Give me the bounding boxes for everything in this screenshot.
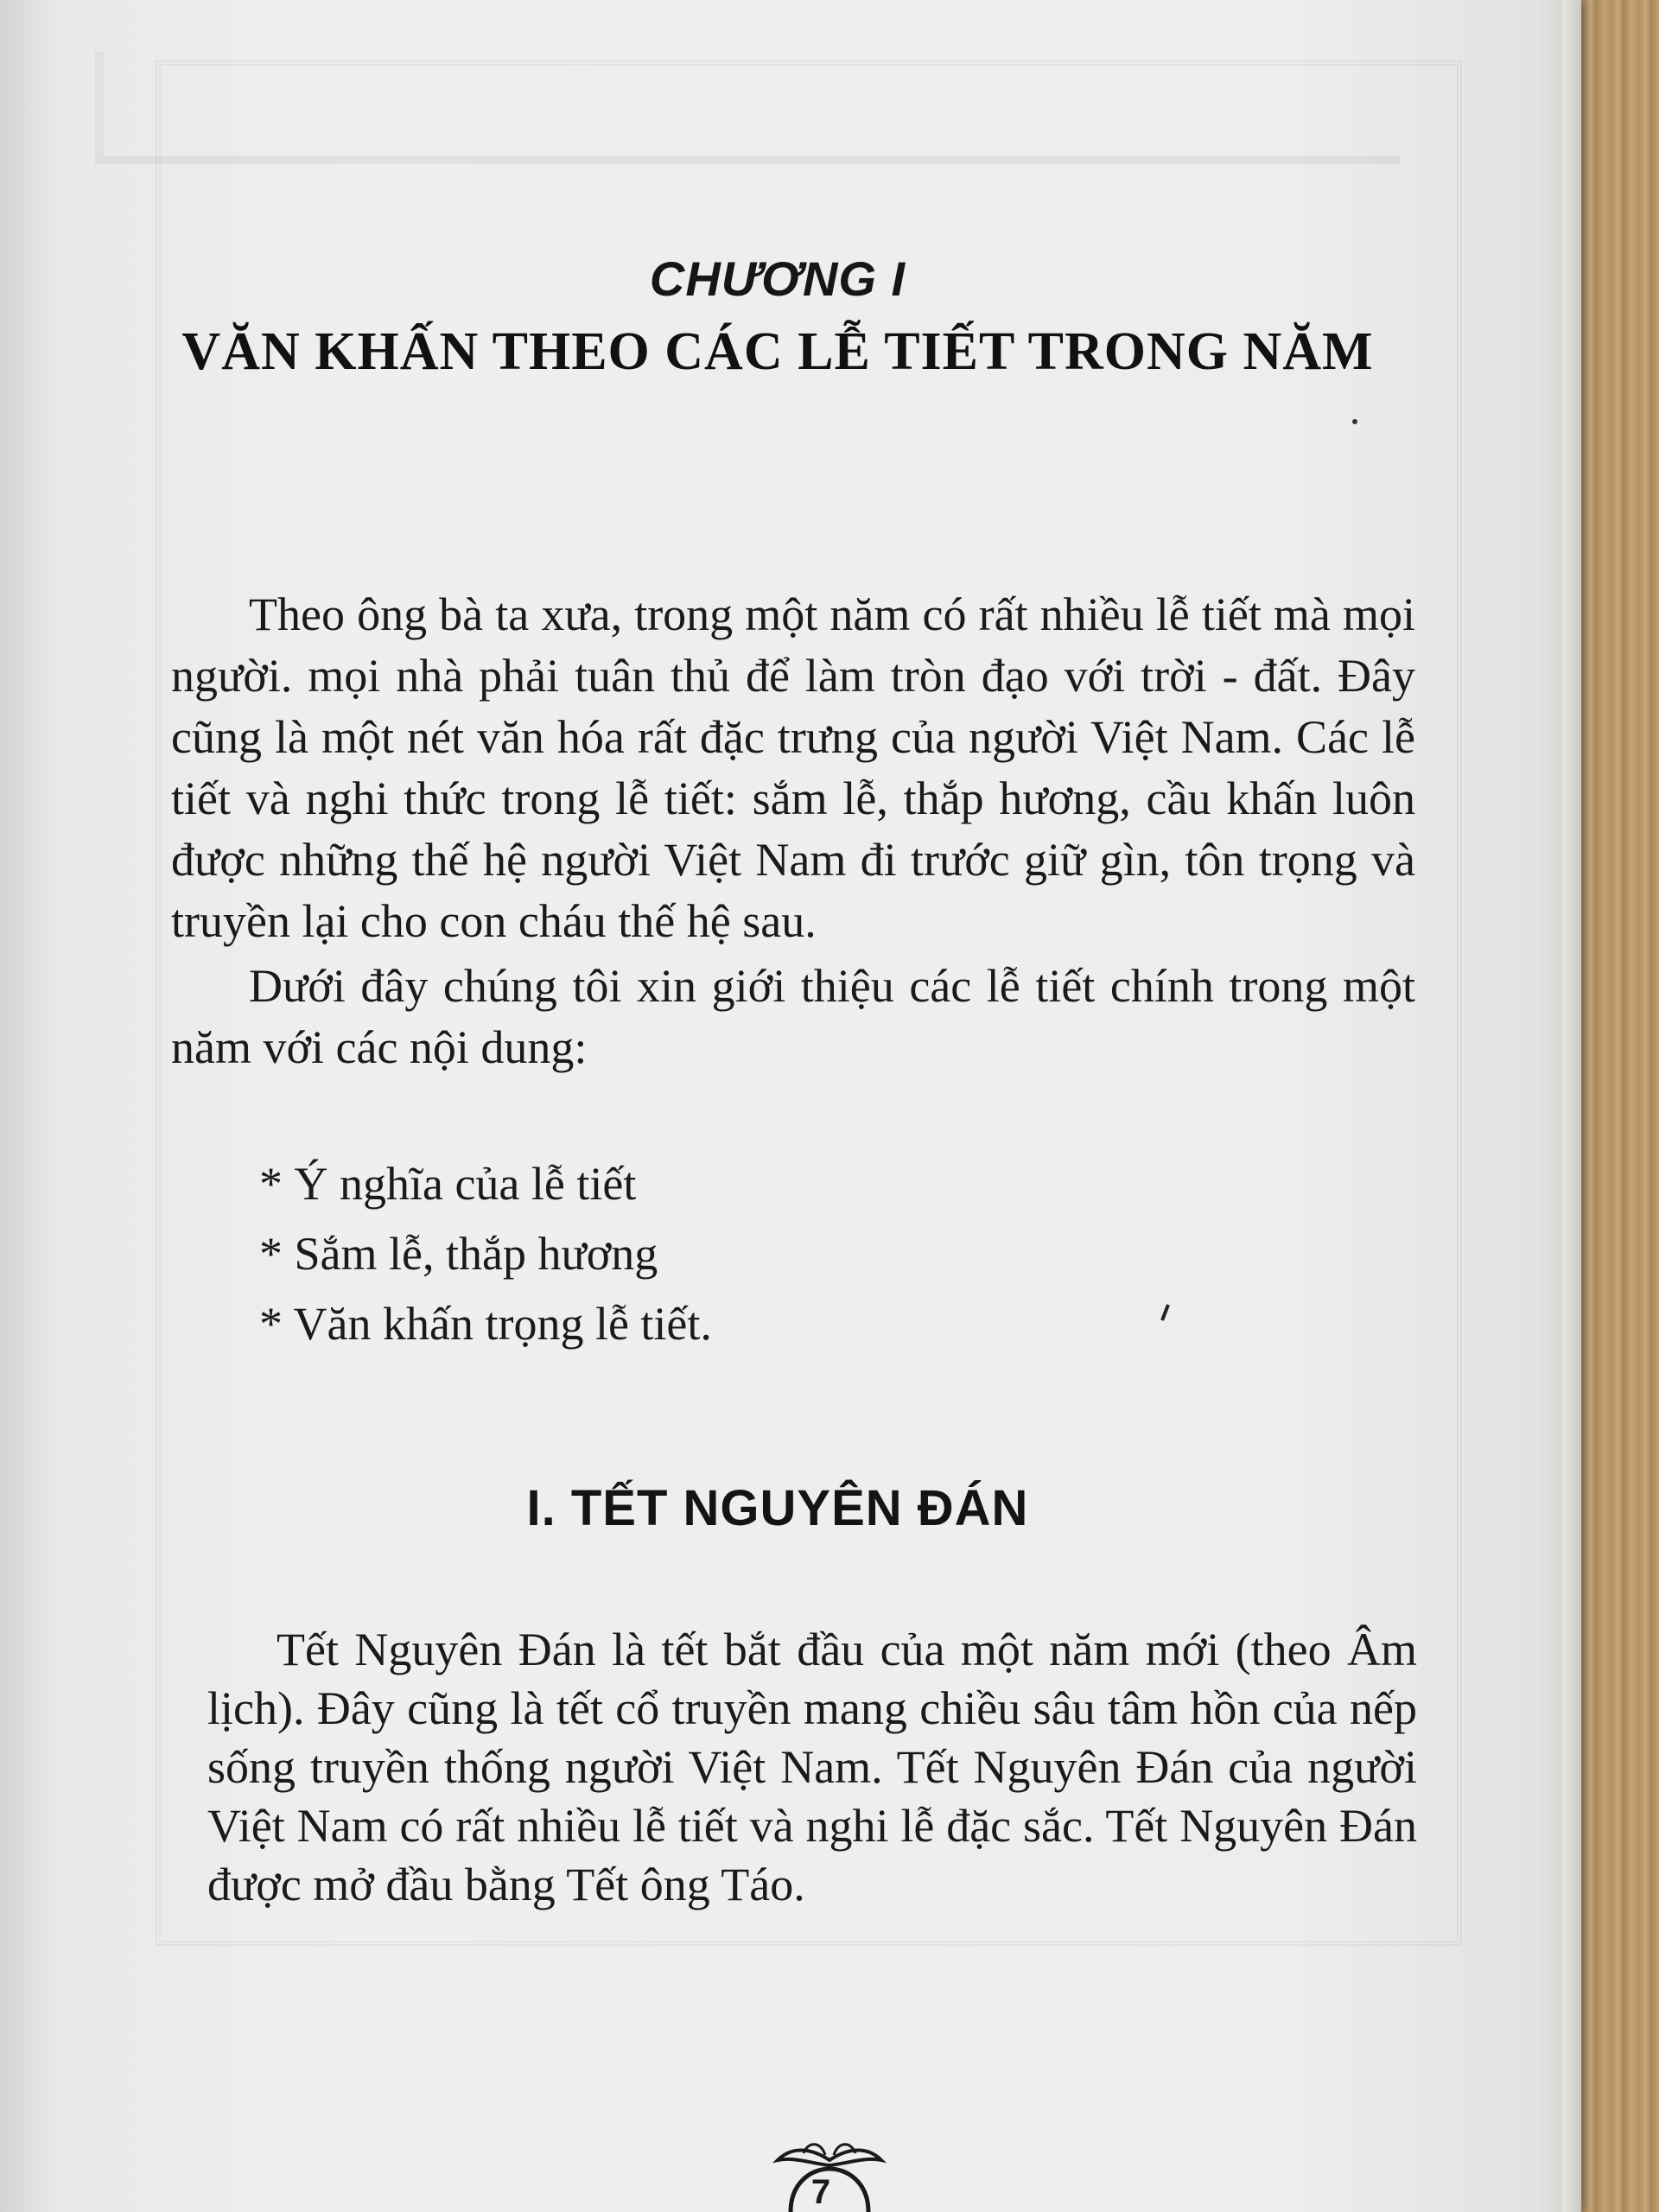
intro-paragraph: Theo ông bà ta xưa, trong một năm có rất nhiều lễ tiết mà mọi người. mọi nhà phải tuân thủ để làm tròn đạo với trời - đất. Đây cũng là một nét văn hóa rất đặc trưng của người Việt Nam. Các lễ tiết và nghi thức trong lễ tiết: sắm lễ, thắp hương, cầu khấn luôn được những thế hệ người Việt Nam đi trước giữ gìn, tôn trọng và truyền lại cho con cháu thế hệ sau.	[171, 588, 1415, 947]
list-item: * Ý nghĩa của lễ tiết	[259, 1158, 637, 1210]
page-number: 7	[810, 2173, 831, 2211]
list-item: * Sắm lễ, thắp hương	[259, 1228, 658, 1280]
section-title: I. TẾT NGUYÊN ĐÁN	[526, 1480, 1029, 1536]
intro-text	[171, 584, 1415, 1078]
section-text	[207, 1620, 1417, 1914]
list-item: * Văn khấn trọng lễ tiết.	[259, 1298, 712, 1350]
chapter-label: CHƯƠNG I	[649, 251, 906, 306]
intro-paragraph: Dưới đây chúng tôi xin giới thiệu các lễ tiết chính trong một năm với các nội dung:	[171, 960, 1415, 1073]
chapter-title: VĂN KHẤN THEO CÁC LỄ TIẾT TRONG NĂM	[181, 322, 1374, 381]
section-paragraph: Tết Nguyên Đán là tết bắt đầu của một năm mới (theo Âm lịch). Đây cũng là tết cổ truyền mang chiều sâu tâm hồn của nếp sống truyền thống người Việt Nam. Tết Nguyên Đán của người Việt Nam có rất nhiều lễ tiết và nghi lễ đặc sắc. Tết Nguyên Đán được mở đầu bằng Tết ông Táo.	[207, 1624, 1417, 1910]
page-edge	[1562, 0, 1581, 2212]
content-list	[259, 1149, 1382, 1359]
